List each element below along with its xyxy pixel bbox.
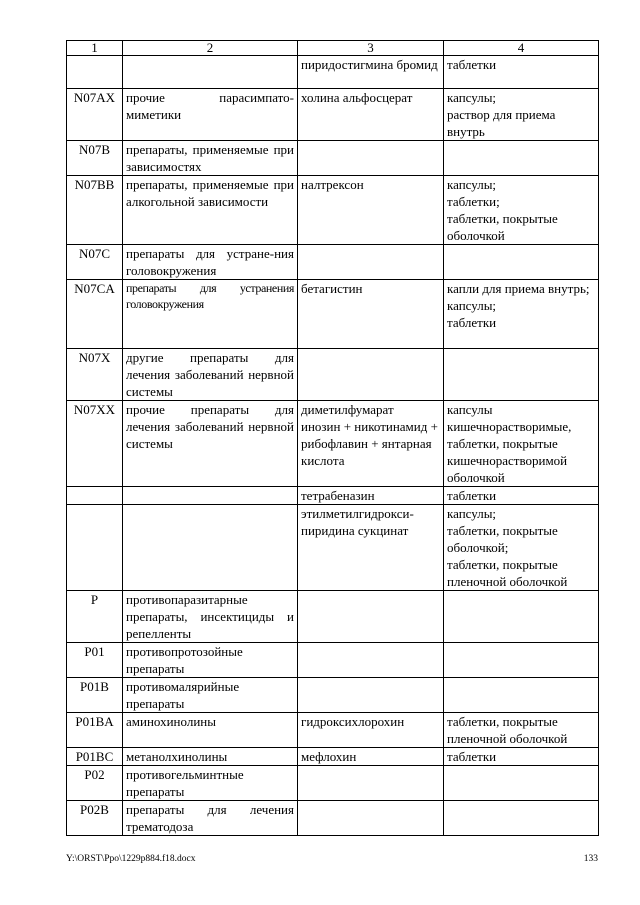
table-row <box>67 245 599 280</box>
column-header: 1 <box>67 41 123 56</box>
drug-name-cell: налтрексон <box>298 176 444 245</box>
drug-name-cell: холина альфосцерат <box>298 89 444 141</box>
atc-code-cell: P01BC <box>67 748 123 766</box>
atc-code-cell: P01 <box>67 643 123 678</box>
atc-code-cell: N07C <box>67 245 123 280</box>
dosage-form-cell: таблетки <box>444 748 599 766</box>
atc-group-cell <box>123 56 298 89</box>
atc-code-cell <box>67 487 123 505</box>
atc-group-cell: прочие препараты для лечения заболеваний нервной системы <box>123 401 298 487</box>
atc-group-cell: другие препараты для лечения заболеваний нервной системы <box>123 349 298 401</box>
atc-group-cell: препараты для лечения трематодоза <box>123 801 298 836</box>
dosage-form-cell <box>444 245 599 280</box>
drug-name-cell <box>298 591 444 643</box>
file-path: Y:\ORST\Ppo\1229p884.f18.docx <box>66 854 196 864</box>
atc-group-cell: метанолхинолины <box>123 748 298 766</box>
atc-group-cell: препараты, применяемые при зависимостях <box>123 141 298 176</box>
table-row <box>67 487 599 505</box>
dosage-form-cell <box>444 643 599 678</box>
drug-name-cell <box>298 801 444 836</box>
atc-group-cell: противомалярийные препараты <box>123 678 298 713</box>
table-row <box>67 176 599 245</box>
atc-group-cell: противопаразитарные препараты, инсектициды и репелленты <box>123 591 298 643</box>
atc-code-cell: N07BB <box>67 176 123 245</box>
table-row <box>67 748 599 766</box>
drug-name-cell: этилметилгидрокси-пиридина сукцинат <box>298 505 444 591</box>
atc-group-cell: препараты для устране-ния головокружения <box>123 245 298 280</box>
column-header: 2 <box>123 41 298 56</box>
drug-name-cell: бетагистин <box>298 280 444 349</box>
atc-group-cell: препараты для устранения головокружения <box>123 280 298 349</box>
drug-name-cell: пиридостигмина бромид <box>298 56 444 89</box>
table-row <box>67 643 599 678</box>
dosage-form-cell: таблетки <box>444 487 599 505</box>
atc-group-cell <box>123 505 298 591</box>
atc-group-cell: аминохинолины <box>123 713 298 748</box>
table-row <box>67 713 599 748</box>
atc-code-cell: N07AX <box>67 89 123 141</box>
atc-code-cell: N07B <box>67 141 123 176</box>
atc-code-cell: P02 <box>67 766 123 801</box>
dosage-form-cell <box>444 349 599 401</box>
table-row <box>67 801 599 836</box>
table-header-row <box>67 41 599 56</box>
dosage-form-cell: капли для приема внутрь; капсулы; таблетки <box>444 280 599 349</box>
atc-group-cell: прочие парасимпато-миметики <box>123 89 298 141</box>
drug-name-cell: гидроксихлорохин <box>298 713 444 748</box>
atc-code-cell: P01BA <box>67 713 123 748</box>
table-row <box>67 141 599 176</box>
table-row <box>67 591 599 643</box>
page-number: 133 <box>583 854 598 864</box>
table-row <box>67 401 599 487</box>
dosage-form-cell <box>444 766 599 801</box>
dosage-form-cell <box>444 801 599 836</box>
dosage-form-cell: капсулы; раствор для приема внутрь <box>444 89 599 141</box>
dosage-form-cell <box>444 141 599 176</box>
drug-name-cell: мефлохин <box>298 748 444 766</box>
atc-group-cell: препараты, применяемые при алкогольной зависимости <box>123 176 298 245</box>
dosage-form-cell: таблетки, покрытые пленочной оболочкой <box>444 713 599 748</box>
drug-table <box>66 40 599 836</box>
atc-code-cell: P01B <box>67 678 123 713</box>
atc-group-cell <box>123 487 298 505</box>
drug-name-cell: диметилфумарат инозин + никотинамид + рибофлавин + янтарная кислота <box>298 401 444 487</box>
atc-code-cell: N07XX <box>67 401 123 487</box>
table-row <box>67 349 599 401</box>
drug-name-cell <box>298 643 444 678</box>
drug-name-cell <box>298 766 444 801</box>
column-header: 3 <box>298 41 444 56</box>
drug-name-cell <box>298 245 444 280</box>
drug-name-cell <box>298 349 444 401</box>
table-row <box>67 505 599 591</box>
drug-name-cell <box>298 141 444 176</box>
dosage-form-cell <box>444 678 599 713</box>
table-row <box>67 89 599 141</box>
dosage-form-cell <box>444 591 599 643</box>
table-row <box>67 678 599 713</box>
atc-code-cell: N07CA <box>67 280 123 349</box>
atc-code-cell: P <box>67 591 123 643</box>
dosage-form-cell: капсулы; таблетки, покрытые оболочкой; таблетки, покрытые пленочной оболочкой <box>444 505 599 591</box>
table-row <box>67 280 599 349</box>
atc-code-cell: P02B <box>67 801 123 836</box>
drug-name-cell <box>298 678 444 713</box>
table-row <box>67 56 599 89</box>
atc-group-cell: противопротозойные препараты <box>123 643 298 678</box>
atc-group-cell: противогельминтные препараты <box>123 766 298 801</box>
atc-code-cell: N07X <box>67 349 123 401</box>
atc-code-cell <box>67 56 123 89</box>
table-row <box>67 766 599 801</box>
dosage-form-cell: капсулы кишечнорастворимые, таблетки, покрытые кишечнорастворимой оболочкой <box>444 401 599 487</box>
drug-name-cell: тетрабеназин <box>298 487 444 505</box>
column-header: 4 <box>444 41 599 56</box>
dosage-form-cell: капсулы; таблетки; таблетки, покрытые оболочкой <box>444 176 599 245</box>
dosage-form-cell: таблетки <box>444 56 599 89</box>
atc-code-cell <box>67 505 123 591</box>
